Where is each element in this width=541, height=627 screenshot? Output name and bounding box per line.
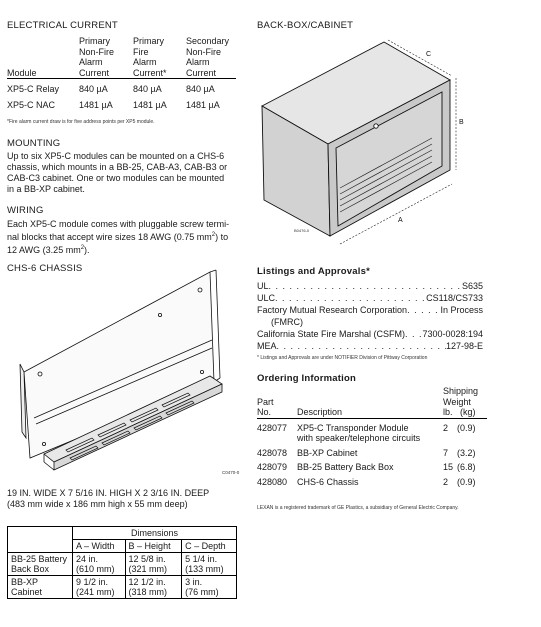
wiring-heading: WIRING xyxy=(7,205,44,216)
trademark-note: LEXAN is a registered trademark of GE Plastics, a subsidiary of General Electric Company. xyxy=(257,505,459,511)
col-primary-nonfire: Primary Non-Fire Alarm Current xyxy=(79,36,133,79)
mounting-text: Up to six XP5-C modules can be mounted on a CHS-6 chassis, which mounts in a BB-25, CAB-A3, CAB-B3 or CAB-C3 cabinet. One or two modules can be mounted in a BB-XP cabinet. xyxy=(7,151,228,194)
table-row: BB-XP Cabinet 9 1/2 in. (241 mm) 12 1/2 in. (318 mm) 3 in. (76 mm) xyxy=(8,576,237,599)
table-row: 428080 CHS-6 Chassis 2 (0.9) xyxy=(257,476,476,487)
table-row: 428078 BB-XP Cabinet 7 (3.2) xyxy=(257,447,476,458)
table-header-row: A – Width B – Height C – Depth xyxy=(8,540,237,553)
table-header-row: Part No. Description Shipping Weight lb. (kg) xyxy=(257,386,487,418)
col-secondary: Secondary Non-Fire Alarm Current xyxy=(186,36,236,79)
dimensions-table xyxy=(7,526,237,599)
list-item: (FMRC) xyxy=(271,317,303,327)
col-primary-fire: Primary Fire Alarm Current* xyxy=(133,36,186,79)
table-row: XP5-C Relay 840 µA 840 µA 840 µA xyxy=(7,84,215,94)
listings-list xyxy=(257,280,483,352)
chassis-fig-code: C0470-0 xyxy=(222,470,240,475)
chassis-drawing xyxy=(14,268,246,480)
backbox-heading: BACK-BOX/CABINET xyxy=(257,20,354,31)
chassis-heading: CHS-6 CHASSIS xyxy=(7,263,83,274)
backbox-drawing xyxy=(256,34,476,256)
electrical-footnote: *Fire alarm current draw is for five address points per XP5 module. xyxy=(7,119,155,125)
list-item: California State Fire Marshal (CSFM) . . . 7300-0028:194 xyxy=(257,328,483,340)
list-item: UL . . . S635 xyxy=(257,280,483,292)
list-item: ULC . . . CS118/CS733 xyxy=(257,292,483,304)
table-row: BB-25 Battery Back Box 24 in. (610 mm) 12 5/8 in. (321 mm) 5 1/4 in. (133 mm) xyxy=(8,553,237,576)
dimensions-title: Dimensions xyxy=(73,527,237,540)
mounting-heading: MOUNTING xyxy=(7,138,61,149)
table-row: XP5-C NAC 1481 µA 1481 µA 1481 µA xyxy=(7,99,220,110)
list-item: MEA . . . 127-98-E xyxy=(257,340,483,352)
dim-c-label: C xyxy=(426,51,432,58)
table-row: 428077 XP5-C Transponder Module with speaker/telephone circuits 2 (0.9) xyxy=(257,422,476,443)
list-item: Factory Mutual Research Corporation . . . In Process xyxy=(257,304,483,316)
dim-b-label: B xyxy=(459,119,464,126)
electrical-current-heading: ELECTRICAL CURRENT xyxy=(7,20,118,31)
ordering-heading: Ordering Information xyxy=(257,373,356,384)
table-row: 428079 BB-25 Battery Back Box 15 (6.8) xyxy=(257,462,476,472)
table-header-row xyxy=(7,36,236,79)
backbox-fig-code: B0476-0 xyxy=(294,228,310,233)
listings-heading: Listings and Approvals* xyxy=(257,266,370,277)
chassis-size: 19 IN. WIDE X 7 5/16 IN. HIGH X 2 3/16 IN. DEEP (483 mm wide x 186 mm high x 55 mm deep) xyxy=(7,488,210,509)
electrical-current-table xyxy=(7,36,236,110)
listings-footnote: * Listings and Approvals are under NOTIFIER Division of Pittway Corporation xyxy=(257,355,428,361)
wiring-text: Each XP5-C module comes with pluggable screw termi- nal blocks that accept wire sizes 18 AWG (0.75 $mm^2$) to 12 AWG (3.25 $mm^2$). xyxy=(7,219,230,255)
ordering-table xyxy=(257,386,487,487)
col-module: Module xyxy=(7,36,79,79)
dim-a-label: A xyxy=(398,217,403,224)
